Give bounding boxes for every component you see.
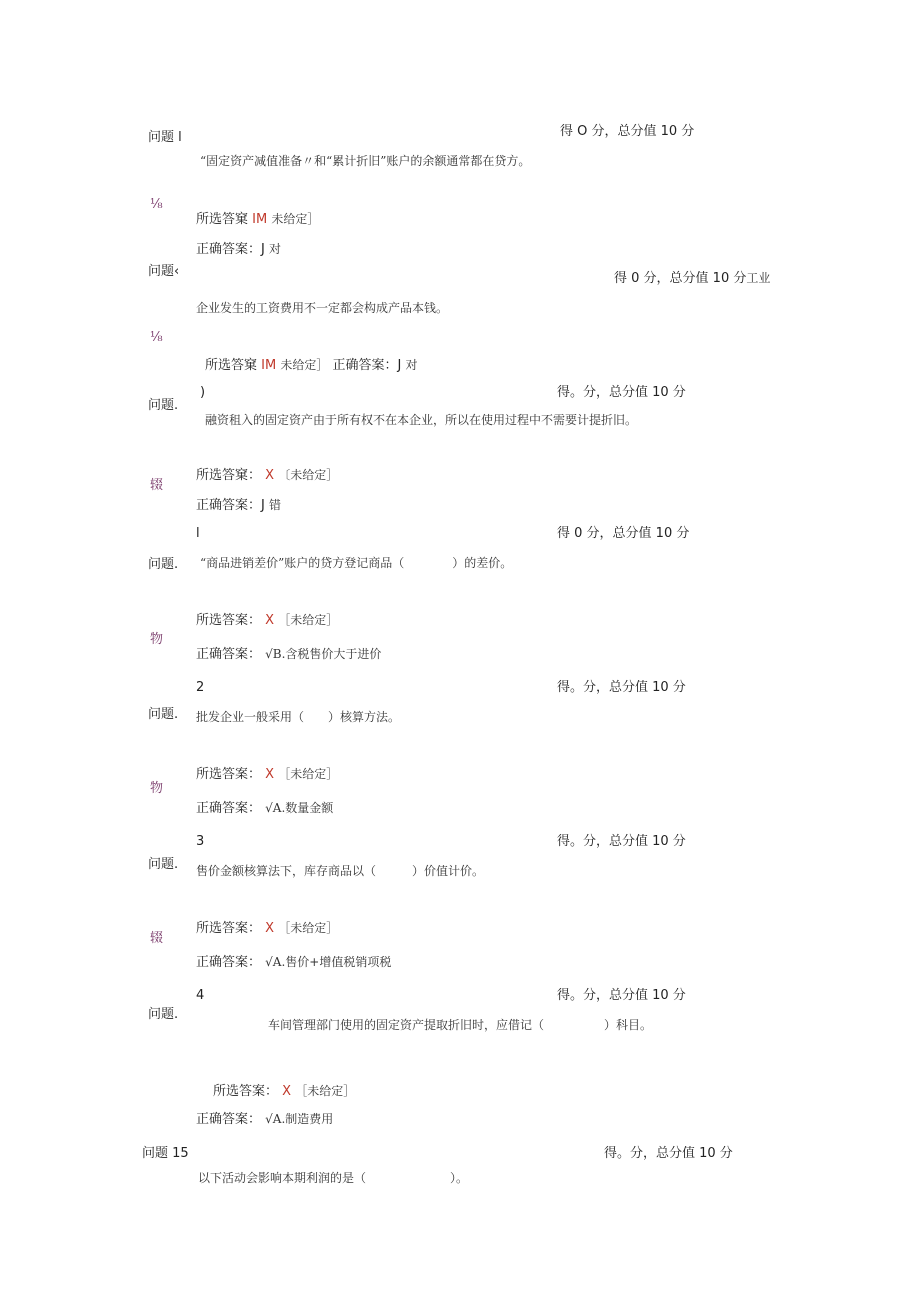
selected-answer-label: 所选答窠： <box>196 468 262 483</box>
selected-answer-mark: IM <box>252 212 268 227</box>
correct-answer-value: 错 <box>268 498 281 512</box>
question-7-score: 得。分，总分值 10 分 <box>557 988 686 1003</box>
selected-answer-label: 所选答案： <box>213 1084 279 1099</box>
question-2-status-icon: ⅛ <box>150 330 163 345</box>
correct-answer-label: 正确答案： <box>196 955 262 970</box>
question-3-correct-answer <box>196 497 281 514</box>
question-2-text: 企业发生的工资费用不一定都会构成产品本钱。 <box>196 301 449 315</box>
correct-answer-value: 对 <box>268 242 281 256</box>
question-1-label: 问题 l <box>148 130 182 145</box>
question-7-number: 4 <box>196 988 205 1003</box>
selected-answer-mark: X <box>265 921 275 936</box>
question-5-status-icon: 物 <box>150 781 164 796</box>
question-7-label: 问题. <box>148 1007 179 1022</box>
question-3-number: ) <box>200 385 206 400</box>
selected-answer-value: 未给定］ <box>280 358 329 372</box>
question-1-score: 得 O 分，总分值 10 分 <box>560 124 695 139</box>
correct-answer-value: √A.售价+增值税销项税 <box>265 955 392 969</box>
selected-answer-label: 所选答案： <box>196 921 262 936</box>
selected-answer-value: ［未给定］ <box>278 767 339 781</box>
question-4-selected-answer <box>196 612 338 629</box>
question-6-selected-answer <box>196 920 338 937</box>
question-1-selected-answer <box>196 211 319 228</box>
question-3-status-icon: 辍 <box>150 478 164 493</box>
question-2-label: 问题‹ <box>148 264 180 279</box>
question-3-label: 问题. <box>148 398 179 413</box>
question-3-score: 得。分，总分值 10 分 <box>557 385 686 400</box>
correct-answer-label: 正确答案： <box>196 647 262 662</box>
question-6-number: 3 <box>196 834 205 849</box>
question-7-correct-answer <box>196 1111 333 1128</box>
selected-answer-label: 所选答案： <box>196 767 262 782</box>
question-7-text: 车间管理部门使用的固定资产提取折旧时，应借记（ ）科目。 <box>268 1018 653 1032</box>
question-15-text: 以下活动会影响本期利润的是（ ）。 <box>198 1171 469 1185</box>
question-5-selected-answer <box>196 766 338 783</box>
selected-answer-value: ［未给定］ <box>278 613 339 627</box>
question-6-score: 得。分，总分值 10 分 <box>557 834 686 849</box>
selected-answer-value: 〔未给定］ <box>278 468 339 482</box>
correct-answer-value: √B.含税售价大于进价 <box>265 647 382 661</box>
question-6-correct-answer <box>196 954 391 971</box>
correct-answer-label: 正确答案：J <box>332 358 402 373</box>
selected-answer-label: 所选答案： <box>196 613 262 628</box>
correct-answer-label: 正确答案：J <box>196 242 265 257</box>
selected-answer-mark: X <box>282 1084 292 1099</box>
selected-answer-label: 所选答窠 <box>205 358 258 373</box>
question-4-correct-answer <box>196 646 381 663</box>
question-5-text: 批发企业一般采用（ ）核算方法。 <box>196 710 401 724</box>
correct-answer-label: 正确答案： <box>196 801 262 816</box>
correct-answer-label: 正确答案：J <box>196 498 265 513</box>
question-6-label: 问题. <box>148 857 179 872</box>
question-15-label: 问题 15 <box>142 1146 189 1161</box>
selected-answer-mark: IM <box>261 358 277 373</box>
question-4-label: 问题. <box>148 557 179 572</box>
question-5-label: 问题. <box>148 707 179 722</box>
question-2-score-text: 得 0 分，总分值 10 分 <box>614 271 747 286</box>
question-1-text: “固定资产减值准备〃和“累计折旧”账户的余额通常都在贷方。 <box>200 154 531 168</box>
question-1-status-icon: ⅛ <box>150 197 163 212</box>
selected-answer-value: 未给定］ <box>271 212 320 226</box>
question-6-text: 售价金额核算法下，库存商品以（ ）价值计价。 <box>196 864 485 878</box>
selected-answer-mark: X <box>265 767 275 782</box>
question-3-selected-answer <box>196 467 338 484</box>
question-3-text: 融资租入的固定资产由于所有权不在本企业，所以在使用过程中不需要计提折旧。 <box>205 413 638 427</box>
question-5-score: 得。分，总分值 10 分 <box>557 680 686 695</box>
correct-answer-value: √A.数量金额 <box>265 801 334 815</box>
question-15-score: 得。分，总分值 10 分 <box>604 1146 733 1161</box>
correct-answer-value: √A.制造费用 <box>265 1112 334 1126</box>
question-4-number: l <box>196 526 200 541</box>
selected-answer-value: ［未给定］ <box>295 1084 356 1098</box>
correct-answer-value: 对 <box>405 358 418 372</box>
correct-answer-label: 正确答案： <box>196 1112 262 1127</box>
selected-answer-label: 所选答窠 <box>196 212 249 227</box>
question-2-score <box>614 270 770 287</box>
question-4-status-icon: 物 <box>150 632 164 647</box>
question-4-text: “商品进销差价”账户的贷方登记商品（ ）的差价。 <box>200 556 513 570</box>
question-6-status-icon: 辍 <box>150 931 164 946</box>
selected-answer-value: ［未给定］ <box>278 921 339 935</box>
question-5-correct-answer <box>196 800 333 817</box>
selected-answer-mark: X <box>265 613 275 628</box>
selected-answer-mark: X <box>265 468 275 483</box>
question-1-correct-answer <box>196 241 281 258</box>
question-2-score-suffix: 工业 <box>746 271 771 285</box>
question-7-selected-answer <box>213 1083 355 1100</box>
question-4-score: 得 0 分，总分值 10 分 <box>557 526 690 541</box>
question-5-number: 2 <box>196 680 205 695</box>
question-2-selected-answer <box>205 357 418 374</box>
